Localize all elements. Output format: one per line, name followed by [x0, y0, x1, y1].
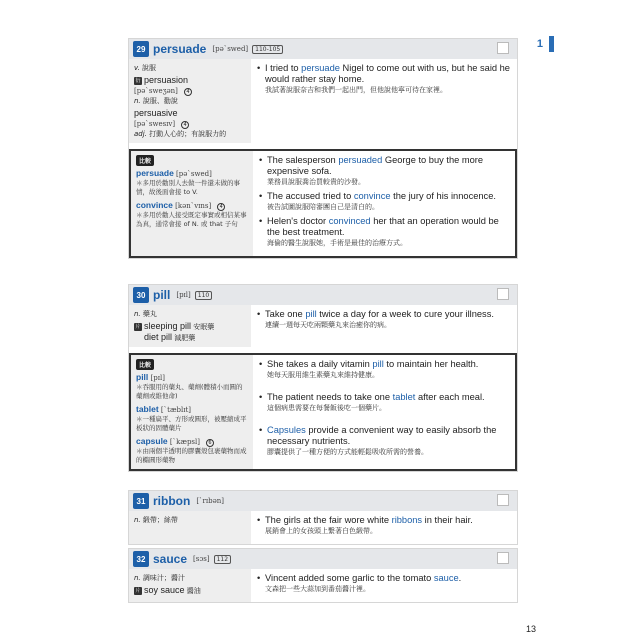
- definition: 說服、勸說: [142, 97, 178, 105]
- part-of-speech: n.: [134, 97, 141, 105]
- derivative-word: persuasive: [134, 108, 178, 118]
- page-number: 13: [525, 624, 536, 634]
- chapter-number: 1: [536, 38, 543, 50]
- pronunciation: [sɔs]: [193, 555, 210, 563]
- examples-panel: • The girls at the fair wore white ribbons in their hair. 展銷會上的女孩頭上繫著白色緞帶。: [257, 515, 473, 535]
- headword: ribbon: [153, 494, 191, 508]
- examples-panel: [251, 305, 517, 347]
- derivative-pronunciation: [pə`swesɪv]: [134, 120, 176, 128]
- compare-words: 比較 pill [pɪl] ＊吞服用的藥丸、藥劑(體積小而圓的藥劑或維他命) tablet [`tæblɪt] ＊一種扁平、方形或圓形，被壓縮成平板狀的固體藥片 capsule [`kæpsl] 6 ＊由兩個半透明的膠囊殼包裹藥物而成的橢圓形藥物: [131, 355, 253, 469]
- entry-header: [129, 491, 517, 511]
- example: • I tried to persuade Nigel to come out with us, but he said he would rather stay home. 我試著說服奈吉和我們一起出門，但他說他寧可待在家裡。: [257, 63, 510, 94]
- definition: 打動人心的；有說服力的: [149, 130, 227, 138]
- level-badge: 4: [181, 121, 189, 129]
- pronunciation: [`rɪbən]: [196, 497, 225, 505]
- compare-words: 比較 persuade [pə`swed] ＊多用於勸別人去做一件還未做的事情，故後面會接 to V. convince [kən`vɪns] 4 ＊多用於勸人接受既定事實或相信某事為真，通常會接 of N. 或 that 子句: [131, 151, 253, 256]
- definition-panel: n. 調味汁；醬汁 片 soy sauce 醬油: [129, 569, 251, 602]
- compare-tag: 比較: [136, 155, 154, 166]
- definition: 說服: [142, 64, 157, 72]
- part-of-speech: v.: [134, 64, 140, 72]
- example: • The accused tried to convince the jury of his innocence. 被告試圖說服陪審團自己是清白的。: [259, 191, 496, 211]
- chapter-bar: [549, 36, 554, 52]
- checkbox[interactable]: [497, 42, 509, 54]
- part-of-speech: adj.: [134, 130, 147, 138]
- translation: 我試著說服奈吉和我們一起出門，但他說他寧可待在家裡。: [265, 86, 447, 94]
- entry-header: [129, 285, 517, 305]
- exam-tag: 110-105: [252, 45, 283, 54]
- derivative-word: persuasion: [144, 75, 189, 85]
- entry-number: 29: [133, 41, 149, 57]
- entry-ribbon: [128, 490, 518, 545]
- entry-persuade: [128, 38, 518, 259]
- example: • Take one pill twice a day for a week to cure your illness. 連續一週每天吃兩顆藥丸來治癒你的病。: [257, 309, 494, 329]
- compare-tag: 比較: [136, 359, 154, 370]
- example: • The salesperson persuaded George to buy the more expensive sofa. 業務員說服喬治買較貴的沙發。: [259, 155, 484, 186]
- phrase-icon: 片: [135, 588, 141, 594]
- examples-panel: • Vincent added some garlic to the tomato sauce. 文森把一些大蒜加到番茄醬汁裡。: [257, 573, 462, 593]
- entry-header: [129, 549, 517, 569]
- examples-panel: [251, 59, 517, 143]
- entry-header: [129, 39, 517, 59]
- definition-panel: [129, 59, 251, 143]
- pronunciation: [pə`swed]: [212, 45, 249, 53]
- entry-number: 30: [133, 287, 149, 303]
- entry-number: 32: [133, 551, 149, 567]
- entry-pill: [128, 284, 518, 472]
- exam-tag: 110: [195, 291, 212, 300]
- chapter-marker: [537, 36, 554, 52]
- pronunciation: [pɪl]: [176, 291, 191, 299]
- checkbox[interactable]: [497, 288, 509, 300]
- compare-examples: [253, 151, 515, 256]
- entry-number: 31: [133, 493, 149, 509]
- level-badge: 4: [184, 88, 192, 96]
- definition-panel: n. 緞帶；絲帶: [129, 511, 251, 544]
- headword: pill: [153, 288, 171, 302]
- headword: persuade: [153, 42, 207, 56]
- headword: sauce: [153, 552, 188, 566]
- definition-panel: n. 藥丸 片 sleeping pill 安眠藥 diet pill 減肥藥: [129, 305, 251, 347]
- derivative-icon: 衍: [135, 78, 141, 84]
- exam-tag: 112: [214, 555, 231, 564]
- checkbox[interactable]: [497, 552, 509, 564]
- entry-sauce: [128, 548, 518, 603]
- phrase-icon: 片: [135, 324, 141, 330]
- example: • Helen's doctor convinced her that an operation would be the best treatment. 海倫的醫生說服她，手術是最佳的治療方式。: [259, 216, 499, 247]
- checkbox[interactable]: [497, 494, 509, 506]
- compare-box: [129, 149, 517, 258]
- derivative-pronunciation: [pə`sweʒən]: [134, 87, 178, 95]
- compare-box: [129, 353, 517, 471]
- compare-examples: • She takes a daily vitamin pill to maintain her health. 她每天服用維生素藥丸來維持健康。 • The patient needs to take one tablet after each meal. 這個病患需要在每餐飯後吃一個藥片。 • Capsules provide a convenient way to easily absorb the necessary nutrients. 膠囊提供了一種方便的方式能輕鬆吸收所需的營養。: [259, 359, 497, 456]
